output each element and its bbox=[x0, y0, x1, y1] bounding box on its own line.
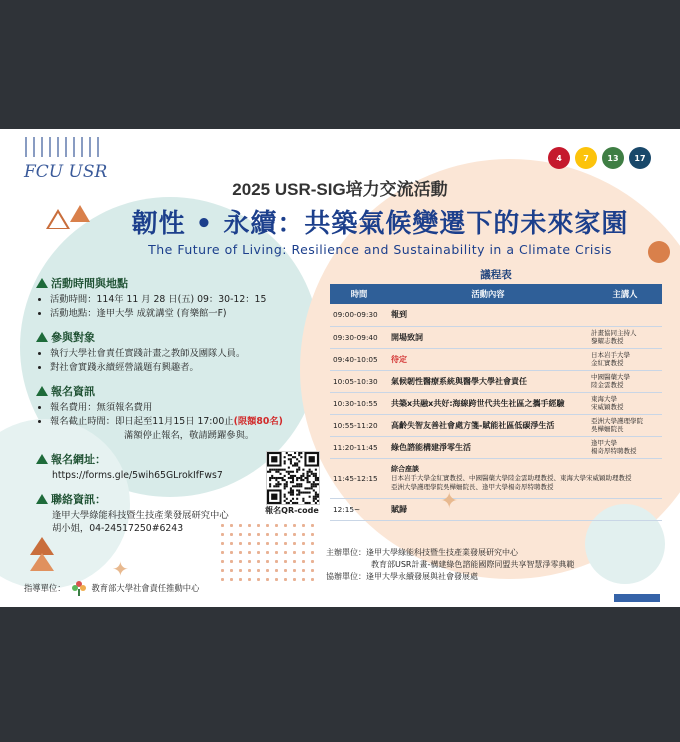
host-org: 逢甲大學綠能科技暨生技產業發展研究中心 bbox=[366, 548, 518, 557]
triangle-bullet-icon bbox=[36, 278, 48, 288]
orange-dot-decoration bbox=[648, 241, 670, 263]
blue-bar-decoration bbox=[614, 594, 660, 602]
list-item: • 執行大學社會責任實踐計畫之教師及團隊人員。 bbox=[50, 347, 326, 360]
triangle-bullet-icon bbox=[36, 494, 48, 504]
schedule-speaker: 逢甲大學 楊奇厚特聘教授 bbox=[588, 436, 662, 458]
guidance-org: 教育部大學社會責任推動中心 bbox=[91, 583, 200, 593]
host-project: 教育部USR計畫-構建綠色諮能國際同盟共享智慧淨零典範 bbox=[371, 560, 575, 569]
sparkle-icon: ✦ bbox=[112, 557, 129, 581]
schedule-time: 10:55-11:20 bbox=[330, 414, 388, 436]
co-label: 協辦單位： bbox=[326, 572, 366, 581]
list-item: • 報名費用：無須報名費用 bbox=[50, 401, 326, 414]
triangle-decoration bbox=[30, 553, 54, 571]
contact-org: 逢甲大學綠能科技暨生技產業發展研究中心 bbox=[52, 510, 229, 521]
triangle-decoration-solid bbox=[70, 205, 90, 222]
sdg-7-icon: 7 bbox=[575, 147, 597, 169]
schedule-time: 11:20-11:45 bbox=[330, 436, 388, 458]
table-row bbox=[330, 392, 662, 414]
schedule-activity: 開場致詞 bbox=[388, 326, 588, 348]
triangle-bullet-icon bbox=[36, 332, 48, 342]
schedule-time: 10:05-10:30 bbox=[330, 370, 388, 392]
column-header: 時間 bbox=[330, 284, 388, 304]
table-row bbox=[330, 370, 662, 392]
table-row bbox=[330, 414, 662, 436]
section-heading: 參與對象 bbox=[51, 331, 95, 344]
section-heading: 活動時間與地點 bbox=[51, 277, 128, 290]
table-row bbox=[330, 348, 662, 370]
schedule-activity: 賦歸 bbox=[388, 498, 588, 520]
list-item: • 對社會實踐永續經營議題有興趣者。 bbox=[50, 361, 326, 374]
schedule-speaker bbox=[588, 304, 662, 326]
sdg-17-icon: 17 bbox=[629, 147, 651, 169]
guidance-unit bbox=[24, 579, 199, 597]
footer-organizers bbox=[326, 547, 574, 583]
contact-person: 胡小姐，04-24517250#6243 bbox=[52, 523, 184, 534]
sdg-4-icon: 4 bbox=[548, 147, 570, 169]
list-item: • 活動地點：逢甲大學 成就講堂 (育樂館一F) bbox=[50, 307, 326, 320]
deadline-text: 報名截止時間：即日起至11月15日 17:00止 bbox=[50, 416, 234, 427]
sparkle-icon: ✦ bbox=[440, 489, 459, 514]
schedule-title: 議程表 bbox=[480, 269, 512, 281]
table-row bbox=[330, 436, 662, 458]
main-title: 韌性 • 永續：共築氣候變遷下的未來家園 bbox=[131, 209, 629, 239]
schedule-activity: 報到 bbox=[388, 304, 588, 326]
schedule-speaker: 中國醫藥大學 陸金雲教授 bbox=[588, 370, 662, 392]
list-item: • 活動時間：114年 11 月 28 日(五) 09：30-12：15 bbox=[50, 293, 326, 306]
section-time-place bbox=[36, 275, 326, 320]
triangle-bullet-icon bbox=[36, 386, 48, 396]
schedule-time: 09:30-09:40 bbox=[330, 326, 388, 348]
logo-text: FCU USR bbox=[24, 162, 108, 182]
event-title: 2025 USR-SIG培力交流活動 bbox=[232, 180, 448, 199]
moe-usr-logo-icon bbox=[70, 579, 88, 597]
qr-label: 報名QR-code bbox=[265, 506, 319, 515]
schedule-activity bbox=[388, 458, 662, 498]
deadline-note: 滿額停止報名，敬請踴躍參與。 bbox=[124, 430, 255, 441]
schedule-speaker bbox=[588, 498, 662, 520]
schedule-activity: 氣候韌性醫療系統與醫學大學社會責任 bbox=[388, 370, 588, 392]
triangle-bullet-icon bbox=[36, 454, 48, 464]
list-item bbox=[50, 415, 326, 428]
poster bbox=[0, 129, 680, 607]
schedule-time: 09:40-10:05 bbox=[330, 348, 388, 370]
schedule-activity: 高齡失智友善社會處方箋-賦能社區低碳淨生活 bbox=[388, 414, 588, 436]
column-header: 主講人 bbox=[588, 284, 662, 304]
qr-code[interactable] bbox=[266, 451, 320, 505]
schedule-activity: 綠色諮能構建淨零生活 bbox=[388, 436, 588, 458]
section-heading: 聯絡資訊： bbox=[51, 493, 106, 506]
section-audience bbox=[36, 329, 326, 374]
schedule-speaker: 計畫協同主持人 黎耀志教授 bbox=[588, 326, 662, 348]
activity-title: 綜合座談 bbox=[391, 465, 419, 473]
quota-limit: (限額80名) bbox=[233, 416, 283, 427]
table-row bbox=[330, 304, 662, 326]
table-row bbox=[330, 326, 662, 348]
schedule-speaker: 日本岩手大學 金紅實教授 bbox=[588, 348, 662, 370]
guidance-label: 指導單位： bbox=[24, 583, 66, 593]
schedule-speaker: 亞洲大學護理學院 吳樺姍院長 bbox=[588, 414, 662, 436]
schedule-time: 11:45-12:15 bbox=[330, 458, 388, 498]
english-subtitle: The Future of Living: Resilience and Sustainability in a Climate Crisis bbox=[148, 242, 612, 257]
host-label: 主辦單位： bbox=[326, 548, 366, 557]
registration-link[interactable]: https://forms.gle/5wih65GLrokIfFws7 bbox=[52, 470, 223, 481]
section-heading: 報名資訊 bbox=[51, 385, 95, 398]
schedule-table bbox=[330, 284, 662, 521]
table-row bbox=[330, 498, 662, 520]
schedule-time: 10:30-10:55 bbox=[330, 392, 388, 414]
section-heading: 報名網址： bbox=[51, 453, 106, 466]
schedule-time: 12:15~ bbox=[330, 498, 388, 520]
triangle-decoration-inner bbox=[49, 213, 67, 228]
activity-detail: 日本岩手大學金紅實教授、中國醫藥大學陸金雲助理教授、東海大學宋威穎助理教授 亞洲大學護理學院吳樺姍院長、逢甲大學楊奇厚特聘教授 bbox=[391, 474, 632, 491]
column-header: 活動內容 bbox=[388, 284, 588, 304]
section-registration bbox=[36, 383, 326, 442]
co-org: 逢甲大學永續發展與社會發展處 bbox=[366, 572, 478, 581]
table-row bbox=[330, 458, 662, 498]
sdg-13-icon: 13 bbox=[602, 147, 624, 169]
dot-pattern-decoration bbox=[218, 521, 318, 581]
schedule-time: 09:00-09:30 bbox=[330, 304, 388, 326]
schedule-activity: 共築x共融x共好:海線跨世代共生社區之攜手經驗 bbox=[388, 392, 588, 414]
schedule-speaker: 東海大學 宋威穎教授 bbox=[588, 392, 662, 414]
schedule-activity: 待定 bbox=[388, 348, 588, 370]
